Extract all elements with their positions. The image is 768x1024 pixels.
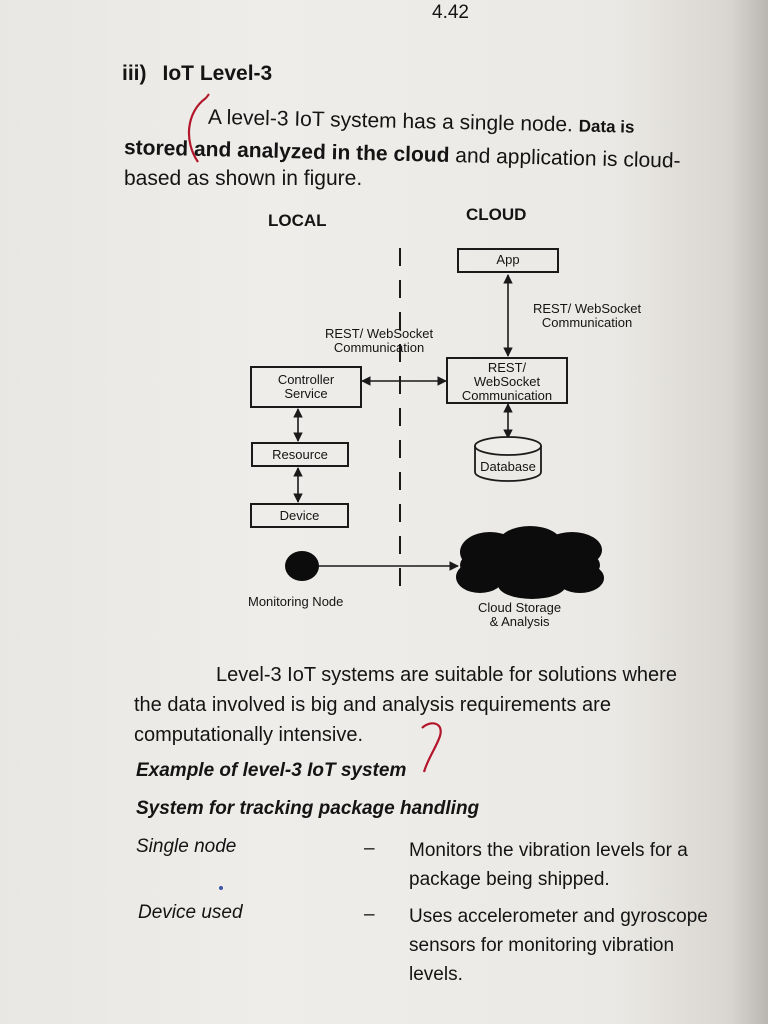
intro-line-1-bold: Data is — [578, 116, 635, 137]
red-curl-mark — [416, 718, 452, 776]
row-text-device-used — [409, 902, 708, 989]
cloud-storage-label — [478, 601, 561, 629]
local-label: LOCAL — [268, 211, 327, 230]
intro-line-2-bold: stored and analyzed in the cloud — [123, 136, 450, 167]
ink-speck — [219, 886, 223, 890]
local-rest-caption-1: REST/ WebSocket — [325, 326, 434, 341]
controller-service-box — [250, 366, 362, 408]
row-dash-2: – — [364, 904, 375, 925]
section-number: iii) — [122, 62, 147, 85]
resource-box-label: Resource — [272, 447, 328, 462]
controller-box-line2: Service — [284, 386, 328, 401]
monitoring-node-label: Monitoring Node — [248, 594, 344, 609]
cloud-storage-label-1: Cloud Storage — [478, 600, 562, 615]
controller-box-line1: Controller — [277, 372, 335, 387]
row1-line2: package being shipped. — [409, 869, 610, 890]
row-text-single-node — [409, 836, 688, 894]
intro-line-3: based as shown in figure. — [124, 167, 363, 190]
cloud-rest-box-line1: REST/ — [487, 360, 527, 375]
row-dash-1: – — [364, 838, 375, 859]
app-box-label: App — [496, 252, 520, 267]
local-rest-caption — [325, 327, 433, 355]
cloud-rest-box-line3: Communication — [461, 388, 553, 403]
row-label-device-used: Device used — [138, 902, 243, 923]
app-box — [457, 248, 559, 273]
resource-box — [251, 442, 349, 467]
summary-line-3: computationally intensive. — [134, 724, 364, 746]
device-box — [250, 503, 349, 528]
intro-line-2-text: and application is cloud- — [455, 144, 681, 173]
row-label-single-node: Single node — [136, 836, 237, 857]
cloud-label: CLOUD — [466, 205, 527, 224]
cloud-rest-caption-2: Communication — [541, 315, 633, 330]
system-heading: System for tracking package handling — [136, 798, 480, 819]
cloud-rest-box — [446, 357, 568, 404]
device-box-label: Device — [279, 508, 320, 523]
row2-line1: Uses accelerometer and gyroscope — [409, 906, 708, 927]
intro-line-1-text: A level-3 IoT system has a single node. — [207, 105, 574, 137]
cloud-rest-caption — [533, 302, 641, 330]
local-rest-caption-2: Communication — [333, 340, 425, 355]
page-number: 4.42 — [432, 2, 469, 23]
section-title: IoT Level-3 — [162, 62, 273, 85]
summary-line-2: the data involved is big and analysis requirements are — [134, 694, 611, 716]
cloud-storage-label-2: & Analysis — [489, 614, 550, 629]
summary-paragraph — [134, 660, 677, 750]
summary-line-1: Level-3 IoT systems are suitable for solutions where — [216, 664, 677, 686]
cloud-rest-caption-1: REST/ WebSocket — [533, 301, 642, 316]
row1-line1: Monitors the vibration levels for a — [409, 840, 688, 861]
cloud-storage-shape — [456, 526, 604, 599]
monitoring-node-dot — [285, 551, 319, 581]
row2-line2: sensors for monitoring vibration — [409, 935, 675, 956]
cloud-rest-box-line2: WebSocket — [473, 374, 541, 389]
example-heading: Example of level-3 IoT system — [136, 760, 407, 781]
row2-line3: levels. — [409, 964, 463, 985]
database-label: Database — [480, 459, 536, 474]
